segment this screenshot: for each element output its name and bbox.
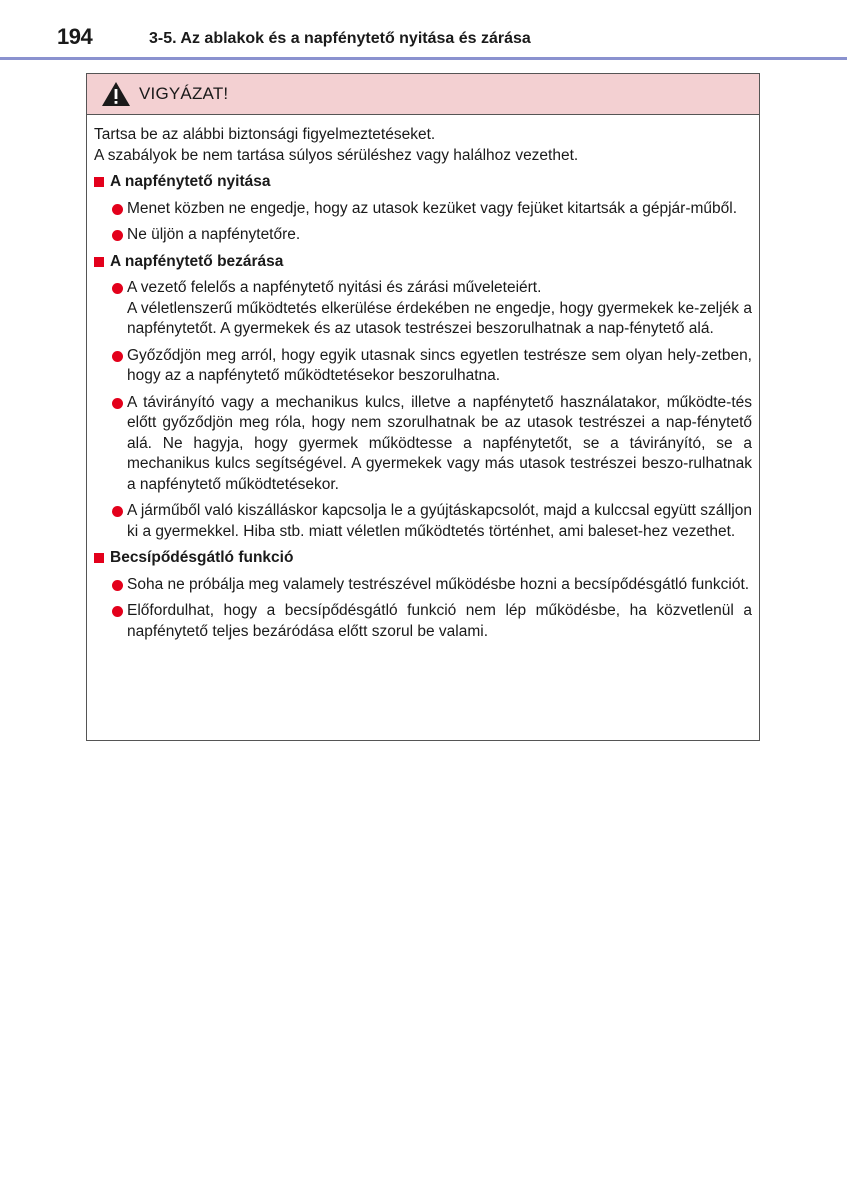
warning-title: VIGYÁZAT! [139, 84, 229, 103]
intro-line: A szabályok be nem tartása súlyos sérüléshez vagy halálhoz vezethet. [94, 146, 579, 164]
list-item [94, 393, 752, 496]
list-item-text: Előfordulhat, hogy a becsípődésgátló funkció nem lép működésbe, ha közvetlenül a napfénytető teljes bezáródása előtt szorul be valami. [127, 602, 752, 640]
list-item-text: A járműből való kiszálláskor kapcsolja le a gyújtáskapcsolót, majd a kulccsal együtt szálljon ki a gyermekkel. Hiba stb. miatt véletlen működtetés történhet, ami baleset-hez vezethet. [127, 502, 752, 540]
list-item [94, 601, 752, 642]
red-dot-icon [112, 580, 123, 591]
warning-body [87, 115, 759, 642]
red-square-icon [94, 177, 104, 187]
section-heading [94, 548, 752, 569]
page-header [0, 0, 847, 62]
red-dot-icon [112, 230, 123, 241]
red-dot-icon [112, 506, 123, 517]
list-item [94, 225, 752, 246]
section-title: 3-5. Az ablakok és a napfénytető nyitása és zárása [149, 30, 531, 47]
list-item [94, 346, 752, 387]
list-item [94, 278, 752, 340]
warning-intro [94, 125, 752, 166]
red-square-icon [94, 257, 104, 267]
list-item-text: A vezető felelős a napfénytető nyitási és zárási műveleteiért. [127, 279, 542, 296]
list-item [94, 501, 752, 542]
red-dot-icon [112, 606, 123, 617]
intro-line: Tartsa be az alábbi biztonsági figyelmeztetéseket. [94, 126, 436, 143]
warning-triangle-icon [101, 81, 131, 107]
red-square-icon [94, 553, 104, 563]
section-heading-label: A napfénytető nyitása [110, 173, 271, 190]
red-dot-icon [112, 398, 123, 409]
bullet-list [94, 278, 752, 542]
list-item [94, 199, 752, 220]
list-item-continuation: A véletlenszerű működtetés elkerülése érdekében ne engedje, hogy gyermekek ke-zeljék a napfénytetőt. A gyermekek és az utasok testrészei beszorulhatnak a nap-fénytető alá. [127, 299, 752, 337]
list-item-text: A távirányító vagy a mechanikus kulcs, illetve a napfénytető használatakor, működte-tés előtt győződjön meg róla, hogy nem szorulhatnak be az utasok testrészei a nap-fénytető alá. Ne hagyja, hogy gyermek működtesse a napfénytetőt, se a távirányító, se a mechanikus kulcs segítségével. A gyermekek vagy más utasok testrészei beszo-rulhatnak a napfénytető működtetésekor. [127, 393, 752, 493]
list-item-text: Győződjön meg arról, hogy egyik utasnak sincs egyetlen testrésze sem olyan hely-zetben, hogy az a napfénytető működtetésekor beszorulhatna. [127, 346, 752, 384]
section-heading [94, 172, 752, 193]
header-divider [0, 57, 847, 60]
section-heading-label: Becsípődésgátló funkció [110, 549, 294, 566]
page-number: 194 [57, 24, 93, 49]
list-item [94, 575, 752, 596]
warning-box [86, 73, 760, 741]
red-dot-icon [112, 351, 123, 362]
bullet-list [94, 575, 752, 643]
list-item-text: Ne üljön a napfénytetőre. [127, 226, 301, 243]
section-heading [94, 252, 752, 273]
list-item-text: Menet közben ne engedje, hogy az utasok kezüket vagy fejüket kitartsák a gépjár-műből. [127, 199, 738, 217]
bullet-list [94, 199, 752, 246]
warning-header [87, 74, 759, 115]
section-heading-label: A napfénytető bezárása [110, 252, 284, 270]
list-item-text: Soha ne próbálja meg valamely testrészével működésbe hozni a becsípődésgátló funkciót. [127, 575, 750, 593]
red-dot-icon [112, 204, 123, 215]
red-dot-icon [112, 283, 123, 294]
